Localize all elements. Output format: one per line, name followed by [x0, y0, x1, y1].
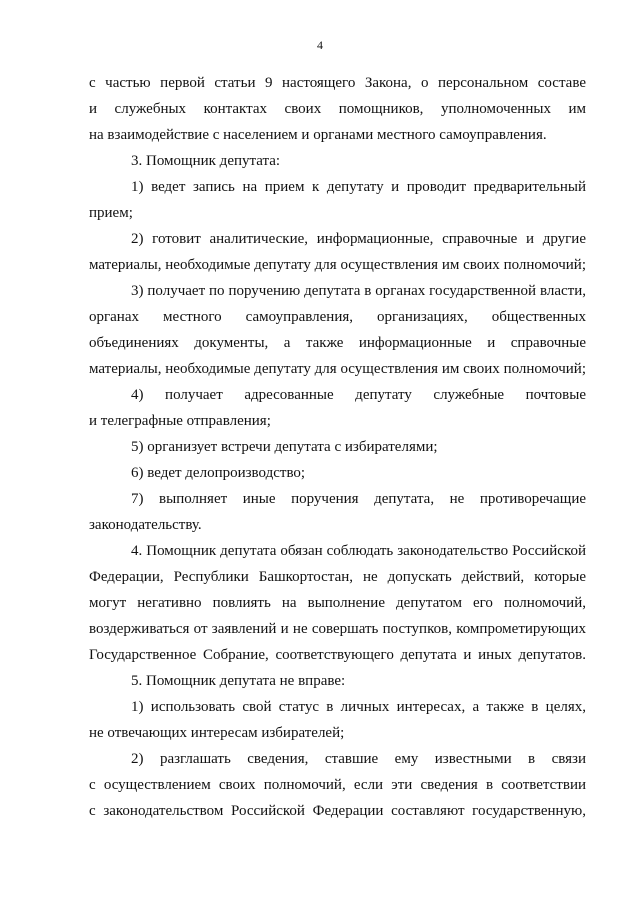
paragraph-line: Государственное Собрание, соответствующего депутата и иных депутатов. [89, 647, 586, 663]
paragraph-line: воздерживаться от заявлений и не совершать поступков, компрометирующих [89, 621, 586, 637]
list-item-line: 5) организует встречи депутата с избирателями; [131, 439, 438, 455]
list-item-line: 6) ведет делопроизводство; [131, 465, 306, 481]
list-item-line: объединениях документы, а также информационные и справочные [89, 335, 586, 351]
list-item-line: 3) получает по поручению депутата в органах государственной власти, [131, 283, 586, 299]
paragraph-line: на взаимодействие с населением и органами местного самоуправления. [89, 127, 547, 143]
paragraph-line: Федерации, Республики Башкортостан, не допускать действий, которые [89, 569, 586, 585]
list-item-line: 1) использовать свой статус в личных интересах, а также в целях, [131, 699, 586, 715]
list-item-line: материалы, необходимые депутату для осуществления им своих полномочий; [89, 257, 586, 273]
list-item-line: и телеграфные отправления; [89, 413, 271, 429]
list-item-line: 2) готовит аналитические, информационные, справочные и другие [131, 231, 586, 247]
page-number: 4 [317, 38, 323, 52]
paragraph-line: 4. Помощник депутата обязан соблюдать законодательство Российской [131, 543, 586, 559]
list-item-line: 1) ведет запись на прием к депутату и проводит предварительный [131, 179, 586, 195]
list-item-line: не отвечающих интересам избирателей; [89, 725, 345, 741]
list-item-line: с законодательством Российской Федерации составляют государственную, [89, 803, 586, 819]
list-item-line: с осуществлением своих полномочий, если эти сведения в соответствии [89, 777, 586, 793]
list-item-line: материалы, необходимые депутату для осуществления им своих полномочий; [89, 361, 586, 377]
list-item-line: прием; [89, 205, 133, 221]
paragraph-line: с частью первой статьи 9 настоящего Закона, о персональном составе [89, 75, 586, 91]
list-item-line: органах местного самоуправления, организациях, общественных [89, 309, 586, 325]
list-item-line: 7) выполняет иные поручения депутата, не противоречащие [131, 491, 586, 507]
section-heading: 3. Помощник депутата: [131, 153, 281, 169]
list-item-line: 2) разглашать сведения, ставшие ему известными в связи [131, 751, 586, 767]
list-item-line: 4) получает адресованные депутату служебные почтовые [131, 387, 586, 403]
section-heading: 5. Помощник депутата не вправе: [131, 673, 346, 689]
paragraph-line: могут негативно повлиять на выполнение депутатом его полномочий, [89, 595, 586, 611]
paragraph-line: и служебных контактах своих помощников, уполномоченных им [89, 101, 586, 117]
list-item-line: законодательству. [89, 517, 202, 533]
